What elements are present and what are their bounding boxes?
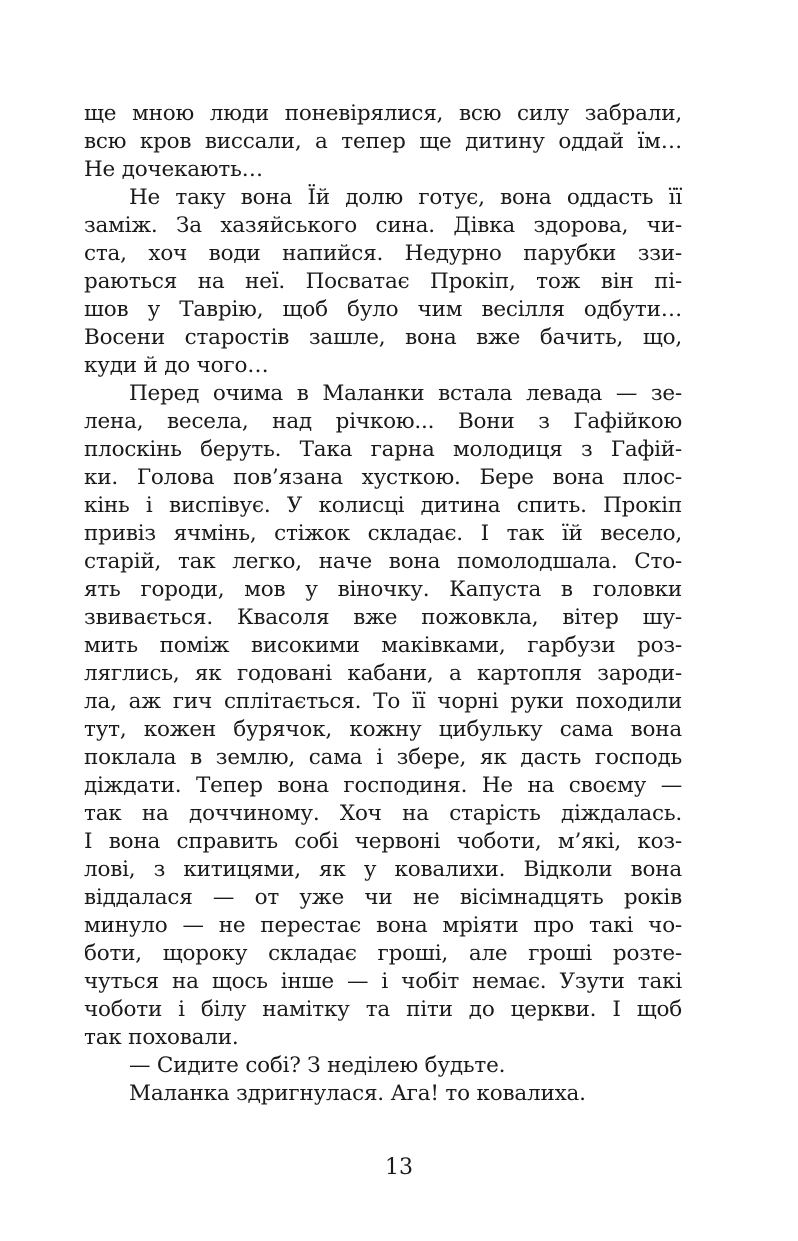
text-line: діждати. Тепер вона господиня. Не на своєму — [84,773,682,798]
text-line: звивається. Квасоля вже пожовкла, вітер шу- [84,605,682,630]
text-line: мить поміж високими маківками, гарбузи роз- [84,633,682,658]
text-line: тут, кожен бурячок, кожну цибульку сама вона [84,717,682,742]
text-line: лові, з китицями, як у ковалихи. Відколи вона [84,857,682,882]
text-line: ще мною люди поневірялися, всю силу забрали, [84,101,682,126]
text-line: віддалася — от уже чи не вісімнадцять років [84,885,682,910]
text-line: поклала в землю, сама і збере, як дасть господь [84,745,682,770]
text-line: чуться на щось інше — і чобіт немає. Узути такі [84,969,682,994]
text-line: куди й до чого… [84,353,269,378]
text-line: так поховали. [84,1025,239,1050]
text-line: всю кров виссали, а тепер ще дитину оддай їм… [84,129,682,154]
text-line: заміж. За хазяйського сина. Дівка здорова, чи- [84,213,682,238]
text-line: чоботи і білу намітку та піти до церкви. І щоб [84,997,682,1022]
text-line: Не дочекають… [84,157,263,182]
text-line: плоскінь беруть. Така гарна молодиця з Гафій- [84,437,682,462]
page-body [84,100,682,1108]
text-line: І вона справить собі червоні чоботи, м’які, коз- [84,829,682,854]
text-line: ла, аж гич сплітається. То її чорні руки походили [84,689,682,714]
text-line: старій, так легко, наче вона помолодшала. Сто- [84,549,682,574]
text-line: так на доччиному. Хоч на старість діждалась. [84,801,682,826]
text-line: Не таку вона Їй долю готує, вона оддасть її [129,185,682,210]
text-line: ки. Голова пов’язана хусткою. Бере вона плос- [84,465,682,490]
text-line: лена, весела, над річкою... Вони з Гафійкою [84,409,682,434]
text-line: ляглись, як годовані кабани, а картопля зароди- [84,661,682,686]
page-number: 13 [385,1155,413,1180]
text-line: минуло — не перестає вона мріяти про такі чо- [84,913,682,938]
text-line: ять городи, мов у віночку. Капуста в головки [84,577,682,602]
dialogue-line: — Сидите собі? З неділею будьте. [129,1053,506,1078]
text-line: кінь і виспівує. У колисці дитина спить. Прокіп [84,493,682,518]
text-line: Маланка здригнулася. Ага! то ковалиха. [129,1081,586,1106]
text-line: боти, щороку складає гроші, але гроші розте- [84,941,682,966]
text-line: шов у Таврію, щоб було чим весілля одбути… [84,297,682,322]
text-line: раються на неї. Посватає Прокіп, тож він пі- [84,269,682,294]
text-line: Восени старостів зашле, вона вже бачить, що, [84,325,682,350]
text-line: ста, хоч води напийся. Недурно парубки ззи- [84,241,682,266]
text-line: Перед очима в Маланки встала левада — зе- [129,381,682,406]
text-line: привіз ячмінь, стіжок складає. І так їй весело, [84,521,682,546]
